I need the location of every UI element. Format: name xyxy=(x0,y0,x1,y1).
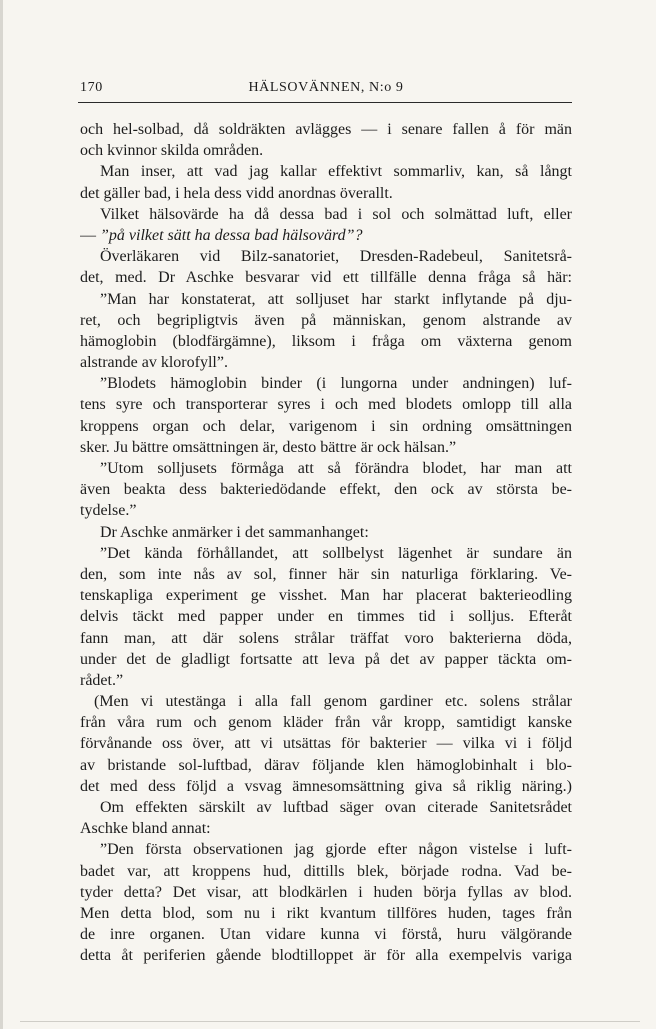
header-rule xyxy=(78,102,572,103)
text-line-content: Överläkaren vid Bilz-sanatoriet, Dresden-Radebeul, Sanitetsrå- xyxy=(100,248,572,266)
text-line xyxy=(80,903,572,924)
text-line-content: tydelse.” xyxy=(80,502,137,520)
text-line xyxy=(80,628,572,649)
text-line-content: delvis täckt med papper under en timmes tid i solljus. Efteråt xyxy=(80,608,572,626)
text-line xyxy=(80,373,572,394)
text-line-content: de inre organen. Utan vidare kunna vi förstå, huru välgörande xyxy=(80,926,572,944)
text-line xyxy=(80,776,572,797)
text-line-content: Dr Aschke anmärker i det sammanhanget: xyxy=(100,523,369,541)
text-line xyxy=(80,289,572,310)
text-line xyxy=(80,352,572,373)
text-line xyxy=(80,267,572,288)
text-line xyxy=(80,394,572,415)
text-line-content: och hel-solbad, då soldräkten avlägges — i senare fallen å för män xyxy=(80,121,572,138)
text-line-content: detta åt periferien gående blodtilloppet är för alla exempelvis variga xyxy=(80,947,572,965)
text-line xyxy=(80,543,572,564)
text-line xyxy=(80,479,572,500)
text-line-content: badet var, att kroppens hud, dittills blek, började rodna. Vad be- xyxy=(80,862,572,880)
text-line xyxy=(80,712,572,733)
text-line xyxy=(80,797,572,818)
text-line-content: förvånande oss över, att vi utsättas för bakterier — vilka vi i följd xyxy=(80,735,572,753)
text-line-content: rådet.” xyxy=(80,671,124,689)
text-line-content: Aschke bland annat: xyxy=(80,820,211,838)
text-line-content: från våra rum och genom kläder från vår kropp, samtidigt kanske xyxy=(80,714,572,732)
text-line xyxy=(80,331,572,352)
text-line-content: ”Den första observationen jag gjorde efter någon vistelse i luft- xyxy=(100,841,572,859)
text-line-content: under det de gladligt fortsatte att leva på det av papper täckta om- xyxy=(80,650,572,668)
text-line xyxy=(80,670,572,691)
text-line xyxy=(80,416,572,437)
text-line xyxy=(80,733,572,754)
text-line-content: hämoglobin (blodfärgämne), liksom i fråga om växterna genom xyxy=(80,332,572,350)
text-line xyxy=(80,945,572,966)
text-line xyxy=(80,649,572,670)
text-line xyxy=(80,585,572,606)
text-line xyxy=(80,225,572,246)
scan-bottom-edge xyxy=(20,1021,640,1022)
text-line-content: Vilket hälsovärde ha då dessa bad i sol och solmättad luft, eller xyxy=(100,205,572,223)
text-line xyxy=(80,691,572,712)
text-line-content: — xyxy=(80,226,100,244)
text-line xyxy=(80,818,572,839)
text-line xyxy=(80,522,572,543)
text-line-content: ”Blodets hämoglobin binder (i lungorna under andningen) luf- xyxy=(100,375,572,393)
text-line-content: (Men vi utestänga i alla fall genom gardiner etc. solens strålar xyxy=(94,693,572,711)
text-line-content: tenskapliga experiment ge visshet. Man har placerat bakterieodling xyxy=(80,587,572,605)
page-edge xyxy=(0,0,3,1029)
text-line xyxy=(80,500,572,521)
running-header xyxy=(80,80,572,102)
text-line xyxy=(80,310,572,331)
running-title: HÄLSOVÄNNEN, N:o 9 xyxy=(248,80,404,95)
text-line xyxy=(80,564,572,585)
text-line xyxy=(80,882,572,903)
text-line xyxy=(80,140,572,161)
text-line-content: tyder detta? Det visar, att blodkärlen i huden börja fyllas av blod. xyxy=(80,883,572,901)
text-line-content: Om effekten särskilt av luftbad säger ovan citerade Sanitetsrådet xyxy=(100,799,572,816)
text-line-content: alstrande av klorofyll”. xyxy=(80,354,228,372)
text-line xyxy=(80,119,572,140)
text-line-content: ”Utom solljusets förmåga att så förändra blodet, har man att xyxy=(100,460,572,477)
italic-phrase: ”på vilket sätt ha dessa bad hälsovärd”? xyxy=(100,226,363,244)
text-line xyxy=(80,458,572,479)
text-line-content: ret, och begripligtvis även på människan, genom alstrande av xyxy=(80,311,572,329)
text-line xyxy=(80,246,572,267)
text-line-content: även beakta dess bakteriedödande effekt, den ock av största be- xyxy=(80,481,572,499)
text-line xyxy=(80,861,572,882)
body-text xyxy=(80,119,572,967)
text-line xyxy=(80,606,572,627)
text-line xyxy=(80,183,572,204)
text-line-content: den, som inte nås av sol, finner här sin naturliga förklaring. Ve- xyxy=(80,565,572,583)
text-line-content: det gäller bad, i hela dess vidd anordnas överallt. xyxy=(80,184,393,202)
text-line xyxy=(80,924,572,945)
text-line-content: det med dess följd a vsvag ämnesomsättning giva så riklig näring.) xyxy=(80,777,572,795)
text-line-content: ”Man har konstaterat, att solljuset har starkt inflytande på dju- xyxy=(100,290,572,308)
text-line xyxy=(80,839,572,860)
text-line xyxy=(80,204,572,225)
text-line-content: Man inser, att vad jag kallar effektivt sommarliv, kan, så långt xyxy=(100,163,572,181)
text-line-content: det, med. Dr Aschke besvarar vid ett tillfälle denna fråga så här: xyxy=(80,269,572,287)
text-line-content: ”Det kända förhållandet, att sollbelyst lägenhet är sundare än xyxy=(100,544,572,562)
text-line-content: tens syre och transporterar syres i och med blodets omlopp till alla xyxy=(80,396,572,414)
text-line-content: av bristande sol-luftbad, därav följande klen hämoglobinhalt i blo- xyxy=(80,756,572,774)
text-line-content: fann man, att där solens strålar träffat voro bakterierna döda, xyxy=(80,629,572,647)
text-line-content: kroppens organ och delar, varigenom i sin ordning omsättningen xyxy=(80,417,572,435)
page-number: 170 xyxy=(80,80,103,95)
text-line xyxy=(80,437,572,458)
text-line-content: sker. Ju bättre omsättningen är, desto bättre är ock hälsan.” xyxy=(80,438,457,456)
text-line-content: Men detta blod, som nu i rikt kvantum tillföres huden, tages från xyxy=(80,904,572,922)
text-line xyxy=(80,161,572,182)
text-line xyxy=(80,755,572,776)
text-line-content: och kvinnor skilda områden. xyxy=(80,142,264,160)
